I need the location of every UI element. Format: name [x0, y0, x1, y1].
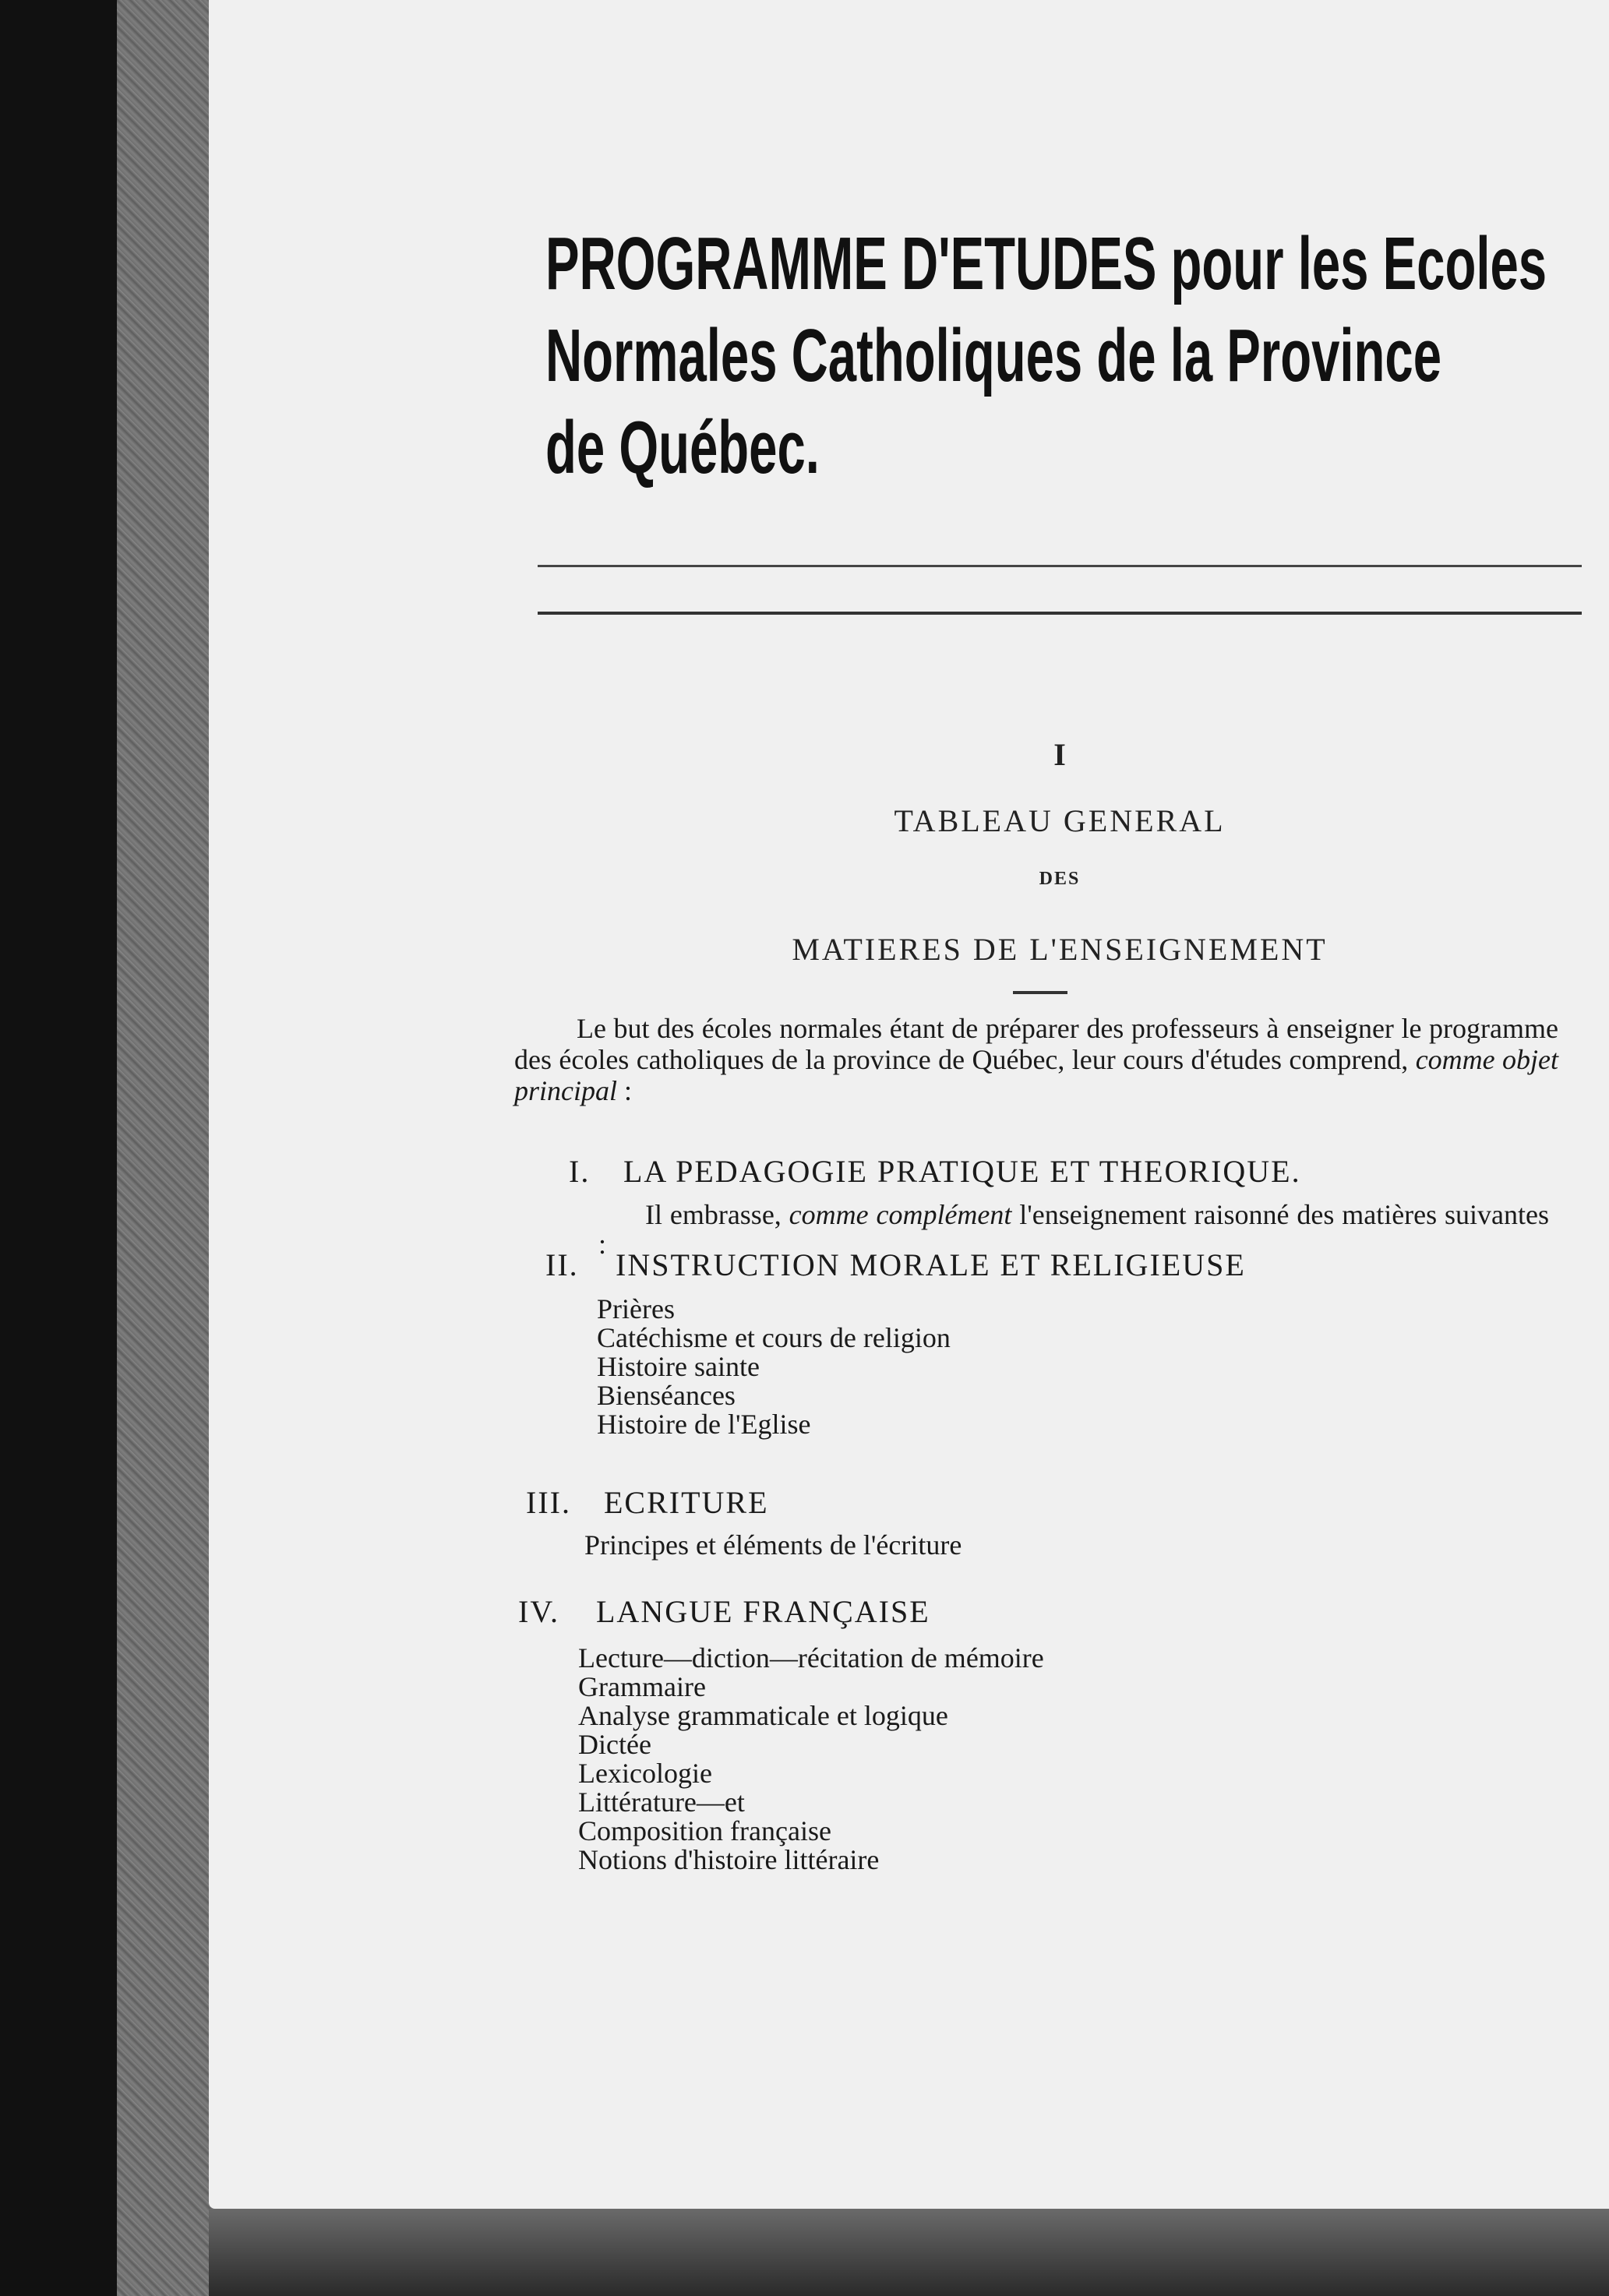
part-3-title: ECRITURE	[604, 1485, 769, 1520]
section-title-line-1: TABLEAU GENERAL	[894, 803, 1226, 838]
part-2-list	[597, 1295, 951, 1439]
intro-text: Le but des écoles normales étant de préparer des professeurs à enseigner le programme des écoles catholiques de la province de Québec, leur cours d'études comprend,	[514, 1013, 1558, 1075]
list-item: Analyse grammaticale et logique	[578, 1700, 948, 1731]
list-item: Composition française	[578, 1815, 831, 1846]
part-1-desc-end: l'enseignement raisonné des matières suivantes :	[598, 1199, 1549, 1260]
list-item: Catéchisme et cours de religion	[597, 1322, 951, 1353]
part-1-heading	[569, 1153, 1301, 1190]
part-4-heading	[518, 1593, 930, 1630]
part-1-title: LA PEDAGOGIE PRATIQUE ET THEORIQUE.	[623, 1154, 1301, 1189]
list-item: Dictée	[578, 1729, 651, 1760]
binding-edge	[0, 0, 117, 2296]
part-4-list	[578, 1644, 1044, 1875]
intro-end: :	[617, 1075, 633, 1106]
part-3-number: III.	[526, 1485, 571, 1520]
list-item: Histoire sainte	[597, 1351, 760, 1382]
list-item: Bienséances	[597, 1380, 736, 1411]
list-item: Prières	[597, 1293, 675, 1324]
section-numeral: I	[1053, 737, 1066, 772]
part-4-number: IV.	[518, 1594, 560, 1629]
part-4-title: LANGUE FRANÇAISE	[596, 1594, 930, 1629]
part-2-number: II.	[545, 1247, 579, 1282]
list-item: Grammaire	[578, 1671, 706, 1702]
part-3-heading	[526, 1484, 769, 1521]
list-item: Histoire de l'Eglise	[597, 1409, 811, 1440]
divider-rule	[538, 565, 1582, 567]
intro-paragraph	[514, 1013, 1558, 1106]
section-title-line-3: MATIERES DE L'ENSEIGNEMENT	[792, 932, 1328, 967]
list-item: Littérature—et	[578, 1786, 745, 1818]
divider-rule	[538, 612, 1582, 615]
short-divider	[1013, 991, 1067, 994]
part-1-desc-emphasis: comme complément	[789, 1199, 1012, 1230]
title-line-3: de Québec.	[545, 406, 820, 489]
title-line-2: Normales Catholiques de la Province	[545, 314, 1442, 397]
list-item: Lecture—diction—récitation de mémoire	[578, 1642, 1044, 1674]
part-3-subitem: Principes et éléments de l'écriture	[584, 1529, 962, 1561]
part-1-number: I.	[569, 1154, 591, 1189]
intro-emphasis: comme objet principal	[514, 1044, 1559, 1106]
bottom-edge	[209, 2209, 1609, 2296]
list-item: Notions d'histoire littéraire	[578, 1844, 880, 1875]
section-title-line-2: DES	[1039, 869, 1081, 889]
part-2-title: INSTRUCTION MORALE ET RELIGIEUSE	[616, 1247, 1246, 1282]
list-item: Lexicologie	[578, 1758, 712, 1789]
document-title	[545, 218, 1547, 494]
part-1-desc-start: Il embrasse,	[645, 1199, 782, 1230]
title-line-1: PROGRAMME D'ETUDES pour les Ecoles	[545, 222, 1547, 305]
part-2-heading	[545, 1247, 1246, 1283]
